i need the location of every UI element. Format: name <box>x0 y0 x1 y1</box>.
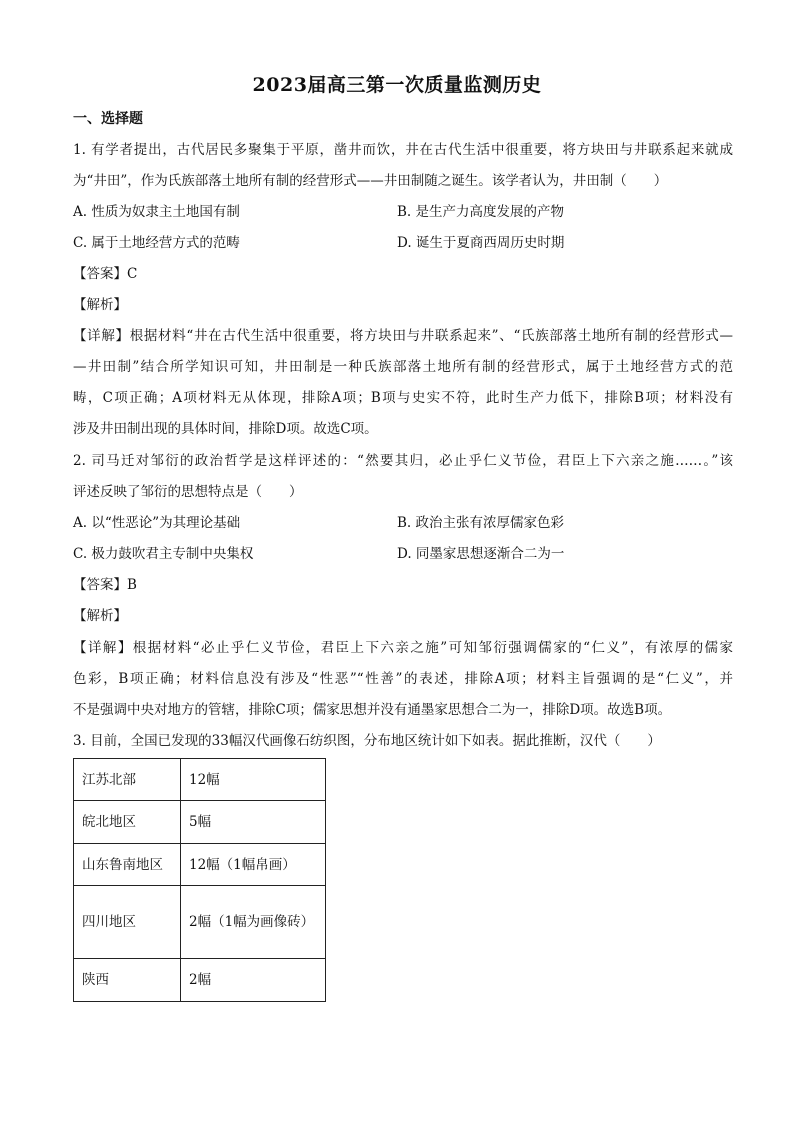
q2-stem-line: 评述反映了邹衍的思想特点是（ ） <box>73 484 303 500</box>
table-row <box>74 801 326 844</box>
q2-analysis-label: 【解析】 <box>73 608 127 624</box>
q2-option-a: A. 以“性恶论”为其理论基础 <box>73 515 241 531</box>
table-row <box>74 844 326 886</box>
q1-detail-line: 涉及井田制出现的具体时间，排除D项。故选C项。 <box>73 421 378 437</box>
q2-option-b: B. 政治主张有浓厚儒家色彩 <box>397 515 565 531</box>
q1-detail-line: —井田制”结合所学知识可知，井田制是一种氏族部落土地所有制的经营形式，属于土地经营方式的范 <box>73 359 733 375</box>
q2-detail-line: 色彩，B项正确；材料信息没有涉及“性恶”“性善”的表述，排除A项；材料主旨强调的是“仁义”，并 <box>73 671 733 687</box>
q2-detail-line: 不是强调中央对地方的管辖，排除C项；儒家思想并没有通墨家思想合二为一，排除D项。故选B项。 <box>73 702 672 718</box>
q2-stem-line: 2. 司马迁对邹衍的政治哲学是这样评述的：“然要其归，必止乎仁义节俭，君臣上下六亲之施……。”该 <box>73 453 733 469</box>
table-cell-region: 山东鲁南地区 <box>74 844 181 886</box>
table-cell-count: 12幅（1幅帛画） <box>181 844 326 886</box>
q1-option-a: A. 性质为奴隶主土地国有制 <box>73 204 240 220</box>
page-title: 2023届高三第一次质量监测历史 <box>252 74 542 96</box>
q1-stem-line: 为“井田”，作为氏族部落土地所有制的经营形式——井田制随之诞生。该学者认为，井田制（ ） <box>73 173 668 189</box>
table-cell-count: 2幅 <box>181 959 326 1002</box>
q1-option-b: B. 是生产力高度发展的产物 <box>397 204 565 220</box>
table-cell-region: 江苏北部 <box>74 759 181 801</box>
table-cell-region: 陕西 <box>74 959 181 1002</box>
q2-detail-line: 【详解】根据材料“必止乎仁义节俭，君臣上下六亲之施”可知邹衍强调儒家的“仁义”，有浓厚的儒家 <box>73 640 733 656</box>
table-cell-region: 皖北地区 <box>74 801 181 844</box>
q3-stem-line: 3. 目前，全国已发现的33幅汉代画像石纺织图，分布地区统计如下如表。据此推断，汉代（ ） <box>73 733 661 749</box>
table-row <box>74 959 326 1002</box>
q1-option-d: D. 诞生于夏商西周历史时期 <box>397 235 565 251</box>
table-cell-count: 12幅 <box>181 759 326 801</box>
q1-option-c: C. 属于土地经营方式的范畴 <box>73 235 240 251</box>
q1-answer: 【答案】C <box>73 266 138 282</box>
q2-option-d: D. 同墨家思想逐渐合二为一 <box>397 546 565 562</box>
distribution-table <box>73 758 326 1002</box>
table-cell-count: 5幅 <box>181 801 326 844</box>
q1-analysis-label: 【解析】 <box>73 297 127 313</box>
q1-detail-line: 【详解】根据材料“井在古代生活中很重要，将方块田与井联系起来”、“氏族部落土地所有制的经营形式— <box>73 328 733 344</box>
table-cell-count: 2幅（1幅为画像砖） <box>181 886 326 959</box>
table-row <box>74 759 326 801</box>
q2-option-c: C. 极力鼓吹君主专制中央集权 <box>73 546 254 562</box>
q1-stem-line: 1. 有学者提出，古代居民多聚集于平原，凿井而饮，井在古代生活中很重要，将方块田与井联系起来就成 <box>73 142 733 158</box>
table-cell-region: 四川地区 <box>74 886 181 959</box>
q1-detail-line: 畴，C项正确；A项材料无从体现，排除A项；B项与史实不符，此时生产力低下，排除B项；材料没有 <box>73 390 733 406</box>
q2-answer: 【答案】B <box>73 577 137 593</box>
table-row <box>74 886 326 959</box>
section-heading: 一、选择题 <box>73 111 143 127</box>
